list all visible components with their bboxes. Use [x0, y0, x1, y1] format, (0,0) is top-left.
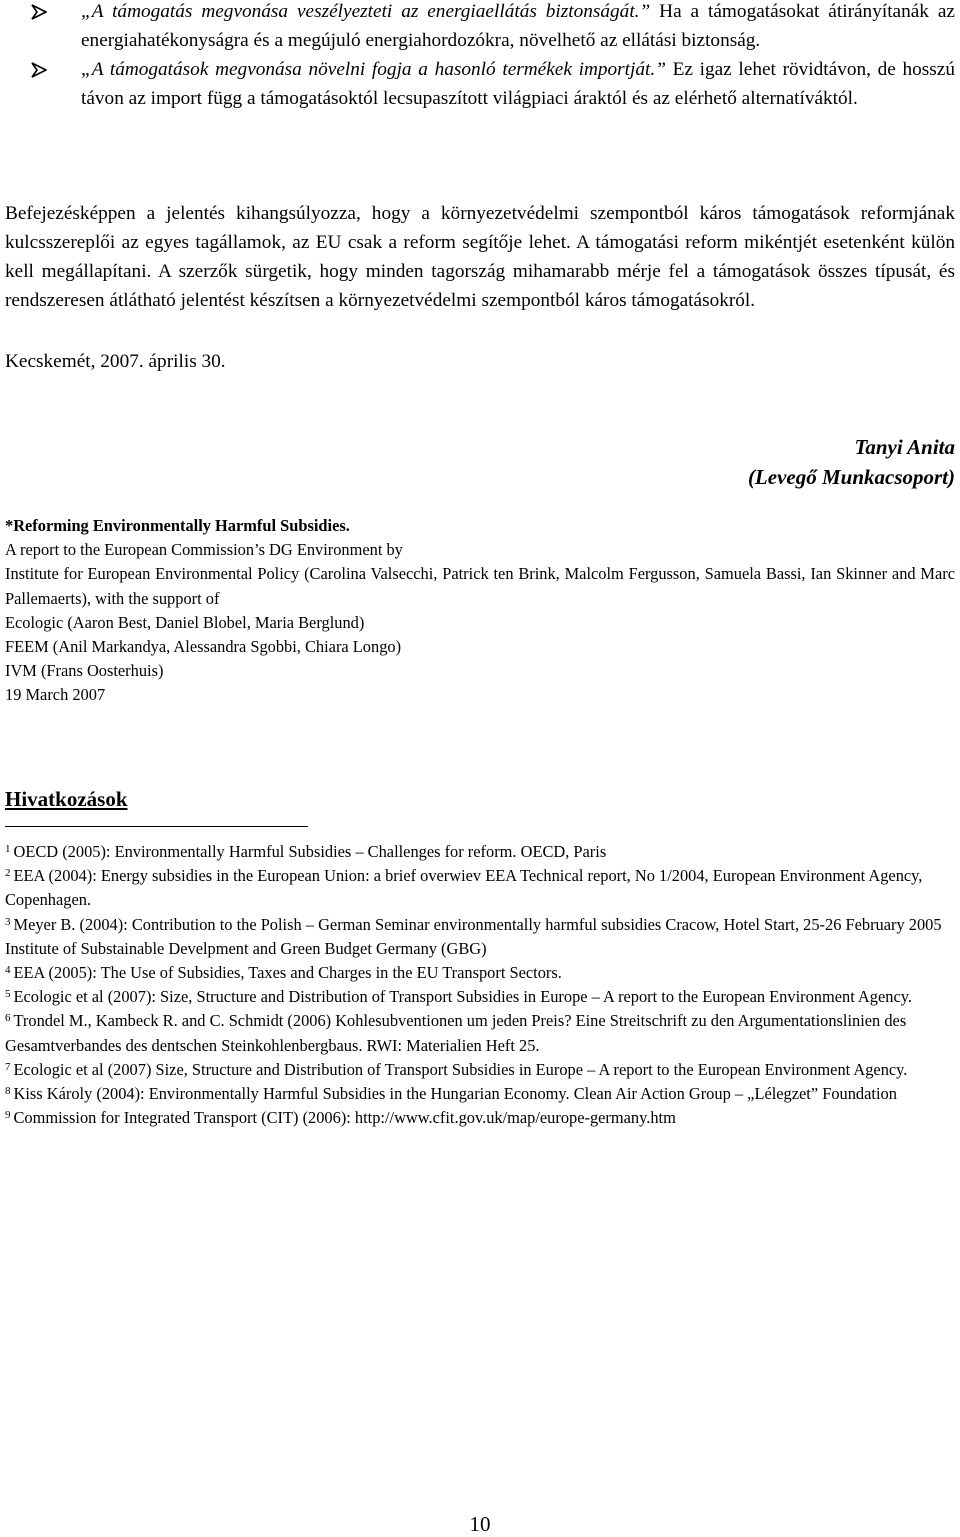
- reference-number: 7: [5, 1060, 11, 1073]
- reference-list: [5, 840, 955, 1130]
- bullet-item-1: [5, 0, 955, 55]
- bullet-quote: „A támogatások megvonása növelni fogja a hasonló termékek importját.”: [81, 59, 666, 80]
- bullet-quote: „A támogatás megvonása veszélyezteti az energiaellátás biztonságát.”: [81, 1, 651, 22]
- reference-item: [5, 840, 955, 864]
- reference-number: 4: [5, 964, 11, 977]
- page-number: 10: [469, 1512, 491, 1536]
- references-heading: Hivatkozások: [5, 787, 128, 811]
- reference-item: [5, 961, 955, 985]
- reference-number: 8: [5, 1085, 11, 1098]
- reference-item: [5, 1106, 955, 1130]
- reference-text: Trondel M., Kambeck R. and C. Schmidt (2006) Kohlesubventionen um jeden Preis? Eine Streitschrift zu den Argumentationslinien des Gesamtverbandes des dentschen Steinkohlenbergbaus. RWI: Materialien Heft 25.: [5, 1011, 907, 1055]
- author-organization: (Levegő Munkacsoport): [747, 465, 955, 489]
- reference-item: [5, 864, 955, 912]
- source-line: IVM (Frans Oosterhuis): [5, 661, 164, 681]
- source-block: [5, 514, 955, 708]
- conclusion-paragraph: Befejezésképpen a jelentés kihangsúlyozza, hogy a környezetvédelmi szempontból káros támogatások reformjának kulcsszereplői az egyes tagállamok, az EU csak a reform segítője lehet. A támogatási reform mikéntjét esetenként külön kell megállapítani. A szerzők sürgetik, hogy minden tagország mihamarabb mérje fel a támogatások összes típusát, és rendszeresen átlátható jelentést készítsen a környezetvédelmi szempontból káros támogatásokról.: [5, 203, 955, 311]
- bullet-item-2: [5, 55, 955, 113]
- reference-number: 6: [5, 1012, 11, 1025]
- reference-text: Kiss Károly (2004): Environmentally Harmful Subsidies in the Hungarian Economy. Clean Air Action Group – „Lélegzet” Foundation: [13, 1084, 897, 1104]
- reference-link-text: Commission for Integrated Transport (CIT) (2006): http://www.cfit.gov.uk/map/europe-germany.htm: [13, 1108, 676, 1128]
- source-date: 19 March 2007: [5, 685, 106, 705]
- source-title: *Reforming Environmentally Harmful Subsidies.: [5, 516, 350, 535]
- source-line: A report to the European Commission’s DG Environment by: [5, 540, 403, 560]
- reference-item: [5, 985, 955, 1009]
- arrow-bullet-icon: [31, 55, 53, 84]
- place-date: Kecskemét, 2007. április 30.: [5, 351, 226, 372]
- arrow-bullet-icon: [31, 0, 53, 26]
- reference-text: EEA (2004): Energy subsidies in the European Union: a brief overwiev EEA Technical report, No 1/2004, European Environment Agency, Copenhagen.: [5, 866, 923, 910]
- reference-text: EEA (2005): The Use of Subsidies, Taxes and Charges in the EU Transport Sectors.: [13, 963, 562, 983]
- source-line: Institute for European Environmental Policy (Carolina Valsecchi, Patrick ten Brink, Malcolm Fergusson, Samuela Bassi, Ian Skinner and Marc Pallemaerts), with the support of: [5, 564, 955, 608]
- reference-number: 2: [5, 867, 11, 880]
- reference-text: Ecologic et al (2007): Size, Structure and Distribution of Transport Subsidies in Europe – A report to the European Environment Agency.: [13, 987, 912, 1007]
- footnote-divider: [5, 826, 308, 827]
- reference-number: 3: [5, 915, 11, 928]
- bullet-list: [5, 0, 955, 113]
- bullet-body: Ez igaz lehet rövidtávon, de hosszú távon az import függ a támogatásoktól lecsupaszított világpiaci áraktól és az elérhető alternatíváktól.: [81, 59, 955, 109]
- source-line: Ecologic (Aaron Best, Daniel Blobel, Maria Berglund): [5, 612, 365, 632]
- bullet-text: [81, 55, 955, 113]
- reference-item: [5, 913, 955, 961]
- source-line: FEEM (Anil Markandya, Alessandra Sgobbi, Chiara Longo): [5, 637, 402, 657]
- signature: [748, 432, 955, 492]
- reference-number: 1: [5, 843, 11, 855]
- reference-item: [5, 1009, 955, 1057]
- author-name: Tanyi Anita: [854, 435, 955, 459]
- bullet-body: Ha a támogatásokat átirányítanák az energiahatékonyságra és a megújuló energiahordozókra, növelhető az ellátási biztonság.: [81, 1, 955, 51]
- reference-item: [5, 1082, 955, 1106]
- reference-number: 5: [5, 988, 11, 1001]
- reference-text: OECD (2005): Environmentally Harmful Subsidies – Challenges for reform. OECD, Paris: [13, 842, 607, 861]
- reference-number: 9: [5, 1109, 11, 1122]
- reference-text: Meyer B. (2004): Contribution to the Polish – German Seminar environmentally harmful subsidies Cracow, Hotel Start, 25-26 February 2005 Institute of Substainable Develpment and Green Budget Germany (GBG): [5, 914, 942, 958]
- bullet-text: [81, 0, 955, 55]
- reference-item: [5, 1058, 955, 1082]
- reference-text: Ecologic et al (2007) Size, Structure and Distribution of Transport Subsidies in Europe – A report to the European Environment Agency.: [13, 1059, 908, 1079]
